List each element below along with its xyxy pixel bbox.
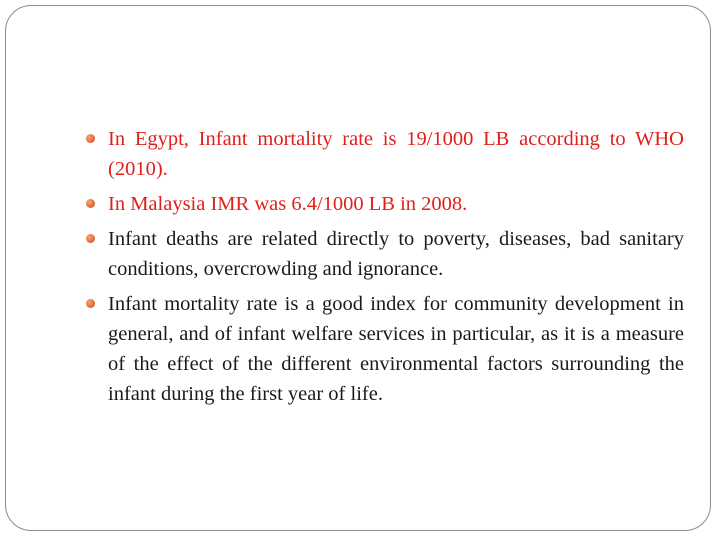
- slide: [5, 5, 711, 531]
- bullet-text: In Egypt, Infant mortality rate is 19/1000 LB according to WHO (2010).: [108, 128, 684, 180]
- bullet-dot-icon: [86, 134, 95, 143]
- bullet-text: In Malaysia IMR was 6.4/1000 LB in 2008.: [108, 193, 468, 215]
- bullet-dot-icon: [86, 199, 95, 208]
- bullet-text: Infant mortality rate is a good index for community development in general, and of infant welfare services in particular, as it is a measure of the effect of the different environmental factors surrounding the infant during the first year of life.: [108, 293, 684, 405]
- bullet-text: Infant deaths are related directly to poverty, diseases, bad sanitary conditions, overcrowding and ignorance.: [108, 228, 684, 280]
- bullet-dot-icon: [86, 234, 95, 243]
- bullet-egypt-imr: [84, 124, 684, 184]
- bullet-imr-index: [84, 289, 684, 409]
- bullet-infant-deaths-causes: [84, 224, 684, 284]
- bullet-list: [84, 124, 684, 414]
- bullet-malaysia-imr: [84, 189, 684, 219]
- bullet-dot-icon: [86, 299, 95, 308]
